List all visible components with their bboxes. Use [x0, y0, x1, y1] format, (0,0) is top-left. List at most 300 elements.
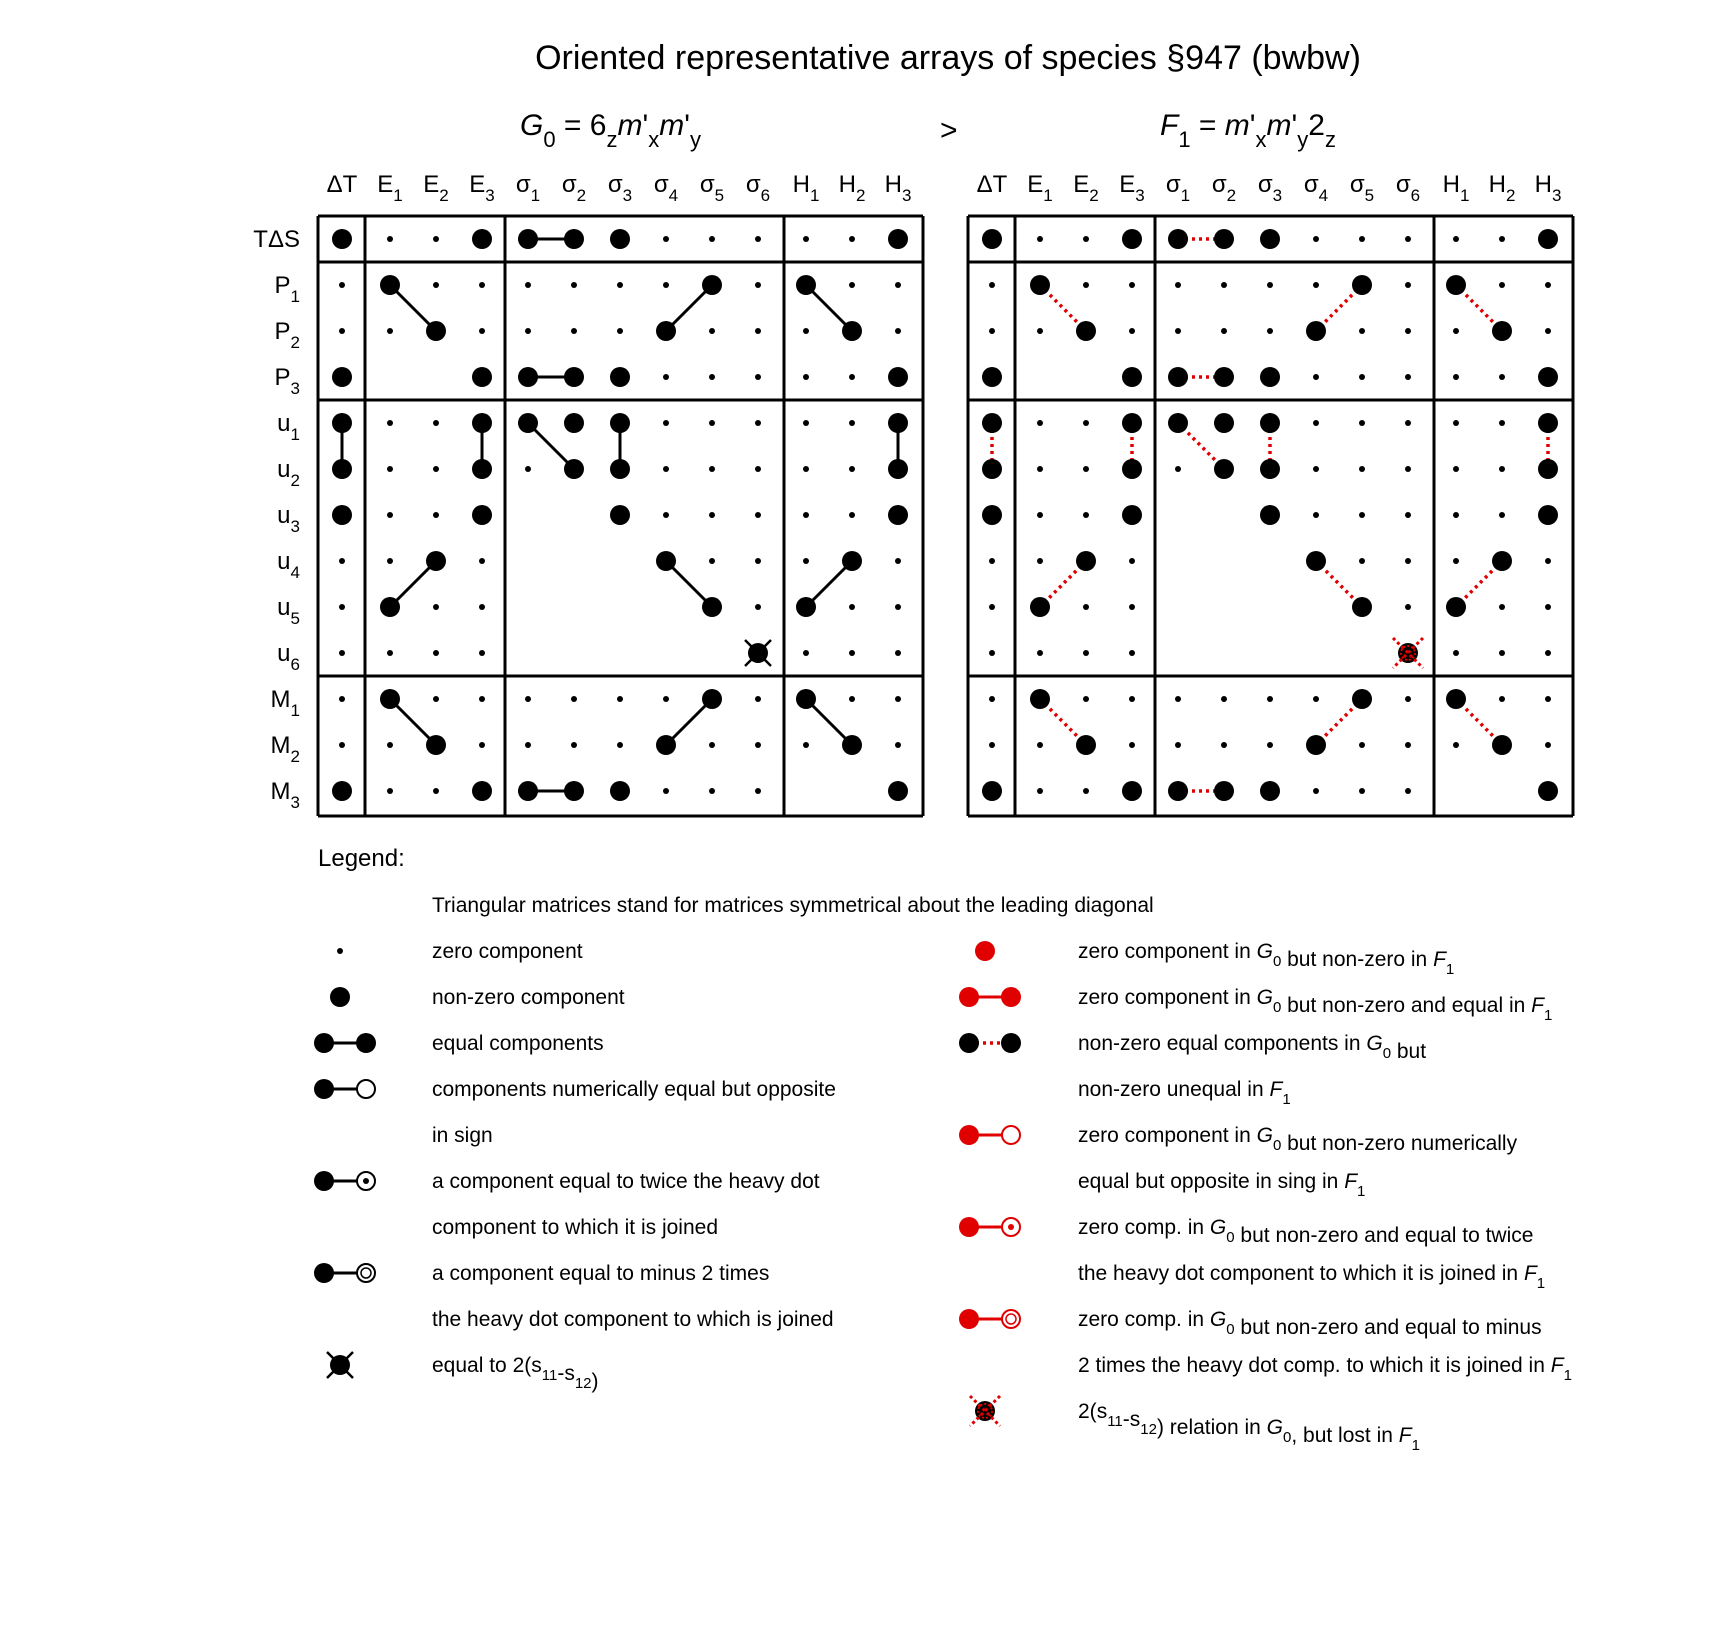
- zero-component: [1545, 650, 1551, 656]
- nonzero-component: [1352, 689, 1372, 709]
- zero-component: [755, 466, 761, 472]
- zero-component: [1037, 420, 1043, 426]
- zero-component: [1175, 466, 1181, 472]
- legend-item-red-cross: [970, 1396, 1420, 1454]
- row-header: $M_2$: [270, 732, 300, 766]
- nonzero-component: [1538, 781, 1558, 801]
- svg-text:a component equal to minus 2 t: a component equal to minus 2 times: [432, 1262, 770, 1285]
- nonzero-component: [1260, 367, 1280, 387]
- column-header: $\sigma_5$: [1349, 171, 1375, 205]
- legend-item-twice: [314, 1170, 820, 1239]
- legend-title: Legend:: [318, 845, 405, 872]
- nonzero-component: [702, 689, 722, 709]
- svg-text:zero component in G0 but non-z: zero component in $G_0$ but non-zero in $F_1$: [1078, 940, 1455, 978]
- zero-component: [433, 282, 439, 288]
- zero-component: [1453, 236, 1459, 242]
- zero-component: [1037, 788, 1043, 794]
- column-header: $H_1$: [792, 171, 820, 205]
- zero-component: [1499, 466, 1505, 472]
- zero-component: [387, 328, 393, 334]
- nonzero-component: [426, 321, 446, 341]
- zero-component: [387, 558, 393, 564]
- zero-component: [755, 512, 761, 518]
- legend-item-big-dot: [330, 986, 625, 1009]
- zero-component: [339, 696, 345, 702]
- svg-text:non-zero component: non-zero component: [432, 986, 625, 1009]
- zero-component: [989, 328, 995, 334]
- column-header: $H_1$: [1442, 171, 1470, 205]
- nonzero-component: [564, 459, 584, 479]
- zero-component: [433, 696, 439, 702]
- zero-component: [849, 236, 855, 242]
- svg-text:equal but opposite in sing in: equal but opposite in sing in $F_1$: [1078, 1170, 1366, 1200]
- nonzero-component: [888, 505, 908, 525]
- zero-component: [1405, 604, 1411, 610]
- zero-component: [663, 696, 669, 702]
- column-header: $\sigma_1$: [1165, 171, 1191, 205]
- row-header: $u_2$: [277, 456, 300, 490]
- nonzero-component: [1260, 505, 1280, 525]
- row-header: $M_1$: [270, 686, 300, 720]
- column-header: $E_2$: [1073, 171, 1099, 205]
- zero-component: [989, 558, 995, 564]
- zero-component: [1221, 328, 1227, 334]
- nonzero-component: [1030, 689, 1050, 709]
- nonzero-component: [888, 459, 908, 479]
- zero-component: [663, 420, 669, 426]
- svg-text:2 times the heavy dot comp. to: 2 times the heavy dot comp. to which it is joined in $F_1$: [1078, 1354, 1572, 1384]
- zero-component: [709, 558, 715, 564]
- zero-component: [755, 328, 761, 334]
- nonzero-component: [796, 275, 816, 295]
- zero-component: [339, 282, 345, 288]
- nonzero-component: [888, 781, 908, 801]
- zero-component: [755, 282, 761, 288]
- svg-text:zero comp. in G0 but non-zero: zero comp. in $G_0$ but non-zero and equal to twice: [1078, 1216, 1534, 1247]
- column-header: $\sigma_6$: [1395, 171, 1421, 205]
- zero-component: [1359, 512, 1365, 518]
- zero-component: [387, 236, 393, 242]
- zero-component: [525, 282, 531, 288]
- zero-component: [895, 328, 901, 334]
- nonzero-component: [1122, 413, 1142, 433]
- nonzero-component: [982, 367, 1002, 387]
- zero-component: [1175, 696, 1181, 702]
- svg-text:components numerically equal b: components numerically equal but opposite: [432, 1078, 836, 1101]
- svg-text:in sign: in sign: [432, 1124, 493, 1147]
- nonzero-component: [380, 275, 400, 295]
- nonzero-component: [610, 229, 630, 249]
- nonzero-component: [610, 459, 630, 479]
- zero-component: [1221, 696, 1227, 702]
- zero-component: [1221, 742, 1227, 748]
- column-header: $\sigma_4$: [653, 171, 679, 205]
- zero-component: [1083, 604, 1089, 610]
- nonzero-component: [982, 413, 1002, 433]
- nonzero-component: [1214, 367, 1234, 387]
- zero-component: [1267, 282, 1273, 288]
- zero-component: [479, 604, 485, 610]
- zero-component: [755, 420, 761, 426]
- zero-component: [571, 328, 577, 334]
- nonzero-component: [1492, 551, 1512, 571]
- nonzero-component: [332, 505, 352, 525]
- nonzero-component: [1306, 321, 1326, 341]
- nonzero-component: [1076, 551, 1096, 571]
- zero-component: [849, 466, 855, 472]
- nonzero-component: [1538, 505, 1558, 525]
- row-header: $u_1$: [277, 410, 300, 444]
- zero-component: [1359, 328, 1365, 334]
- nonzero-component: [518, 781, 538, 801]
- zero-component: [479, 328, 485, 334]
- zero-component: [617, 742, 623, 748]
- legend-item-red-equal: [959, 986, 1552, 1024]
- zero-component: [1175, 742, 1181, 748]
- nonzero-component: [472, 413, 492, 433]
- zero-component: [663, 236, 669, 242]
- svg-text:non-zero unequal in F1: non-zero unequal in $F_1$: [1078, 1078, 1291, 1108]
- nonzero-component: [982, 459, 1002, 479]
- zero-component: [387, 650, 393, 656]
- legend-item-minus2: [314, 1262, 834, 1331]
- nonzero-component: [472, 781, 492, 801]
- nonzero-component: [1492, 735, 1512, 755]
- zero-component: [803, 328, 809, 334]
- row-header: TΔS: [253, 226, 300, 253]
- nonzero-component: [332, 459, 352, 479]
- nonzero-component: [1168, 367, 1188, 387]
- nonzero-component: [1492, 321, 1512, 341]
- nonzero-component: [888, 413, 908, 433]
- zero-component: [989, 604, 995, 610]
- zero-component: [1129, 558, 1135, 564]
- svg-text:the heavy dot component to whi: the heavy dot component to which is joined: [432, 1308, 834, 1331]
- zero-component: [1359, 420, 1365, 426]
- column-header: ΔT: [976, 171, 1008, 198]
- nonzero-component: [888, 229, 908, 249]
- zero-component: [525, 742, 531, 748]
- nonzero-component: [564, 229, 584, 249]
- legend-item-red-dot: [975, 940, 1454, 978]
- nonzero-component: [1352, 597, 1372, 617]
- svg-text:equal to 2(s11-s12): equal to $2(s_{11}-s_{12})$: [432, 1354, 599, 1393]
- column-header: $\sigma_6$: [745, 171, 771, 205]
- nonzero-component: [426, 551, 446, 571]
- zero-component: [849, 420, 855, 426]
- zero-component: [1083, 512, 1089, 518]
- zero-component: [1129, 696, 1135, 702]
- zero-component: [803, 374, 809, 380]
- zero-component: [1499, 512, 1505, 518]
- zero-component: [433, 236, 439, 242]
- nonzero-component: [1168, 229, 1188, 249]
- zero-component: [755, 604, 761, 610]
- nonzero-component: [1538, 459, 1558, 479]
- nonzero-component: [656, 321, 676, 341]
- zero-component: [1359, 788, 1365, 794]
- svg-text:zero component in G0 but non-z: zero component in $G_0$ but non-zero and equal in $F_1$: [1078, 986, 1553, 1024]
- nonzero-component: [888, 367, 908, 387]
- zero-component: [433, 604, 439, 610]
- zero-component: [663, 374, 669, 380]
- nonzero-component: [472, 459, 492, 479]
- nonzero-component: [610, 505, 630, 525]
- legend-note: Triangular matrices stand for matrices symmetrical about the leading diagonal: [432, 894, 1154, 917]
- zero-component: [1129, 282, 1135, 288]
- zero-component: [895, 696, 901, 702]
- zero-component: [433, 420, 439, 426]
- nonzero-component: [1446, 275, 1466, 295]
- zero-component: [1405, 466, 1411, 472]
- zero-component: [387, 466, 393, 472]
- zero-component: [525, 696, 531, 702]
- nonzero-component: [610, 367, 630, 387]
- zero-component: [479, 696, 485, 702]
- zero-component: [617, 282, 623, 288]
- nonzero-component: [982, 229, 1002, 249]
- zero-component: [1453, 742, 1459, 748]
- nonzero-component: [656, 735, 676, 755]
- zero-component: [617, 696, 623, 702]
- zero-component: [755, 374, 761, 380]
- zero-component: [617, 328, 623, 334]
- nonzero-component: [1306, 735, 1326, 755]
- column-header: $\sigma_1$: [515, 171, 541, 205]
- column-header: $E_1$: [377, 171, 403, 205]
- zero-component: [989, 696, 995, 702]
- zero-component: [1267, 328, 1273, 334]
- nonzero-component: [472, 229, 492, 249]
- zero-component: [803, 650, 809, 656]
- zero-component: [433, 466, 439, 472]
- column-header: ΔT: [326, 171, 358, 198]
- zero-component: [1499, 374, 1505, 380]
- zero-component: [1453, 650, 1459, 656]
- zero-component: [1359, 374, 1365, 380]
- zero-component: [1129, 650, 1135, 656]
- zero-component: [895, 650, 901, 656]
- zero-component: [1499, 420, 1505, 426]
- legend-item-red-twice: [959, 1216, 1545, 1292]
- svg-text:a component equal to twice the: a component equal to twice the heavy dot: [432, 1170, 820, 1193]
- row-header: $P_2$: [274, 318, 300, 352]
- zero-component: [1405, 512, 1411, 518]
- zero-component: [433, 512, 439, 518]
- zero-component: [989, 742, 995, 748]
- zero-component: [1545, 282, 1551, 288]
- zero-component: [709, 236, 715, 242]
- nonzero-component: [518, 413, 538, 433]
- zero-component: [709, 742, 715, 748]
- nonzero-component: [518, 229, 538, 249]
- zero-component: [989, 650, 995, 656]
- column-header: $H_2$: [1488, 171, 1516, 205]
- nonzero-component: [1260, 781, 1280, 801]
- array-right: [968, 171, 1573, 816]
- zero-component: [709, 328, 715, 334]
- zero-component: [1545, 558, 1551, 564]
- zero-component: [1083, 466, 1089, 472]
- zero-component: [849, 374, 855, 380]
- zero-component: [1037, 742, 1043, 748]
- zero-component: [1313, 788, 1319, 794]
- zero-component: [1175, 282, 1181, 288]
- zero-component: [1405, 328, 1411, 334]
- zero-component: [803, 742, 809, 748]
- column-header: $\sigma_3$: [607, 171, 633, 205]
- column-header: $E_3$: [469, 171, 495, 205]
- svg-text:F1 = m'xm'y2z: $F_1 = m'_xm'_y2_z$: [1160, 109, 1336, 152]
- zero-component: [1545, 328, 1551, 334]
- column-header: $\sigma_2$: [1211, 171, 1237, 205]
- nonzero-component: [1168, 413, 1188, 433]
- zero-component: [571, 696, 577, 702]
- row-header: $u_5$: [277, 594, 300, 628]
- row-header: $u_4$: [277, 548, 300, 582]
- zero-component: [709, 466, 715, 472]
- zero-component: [479, 742, 485, 748]
- zero-component: [339, 650, 345, 656]
- column-header: $H_3$: [884, 171, 912, 205]
- nonzero-component: [1446, 689, 1466, 709]
- zero-component: [1083, 236, 1089, 242]
- nonzero-component: [842, 321, 862, 341]
- column-header: $\sigma_5$: [699, 171, 725, 205]
- nonzero-component: [656, 551, 676, 571]
- nonzero-component: [982, 781, 1002, 801]
- svg-text:zero comp. in G0 but non-zero: zero comp. in $G_0$ but non-zero and equal to minus: [1078, 1308, 1542, 1339]
- zero-component: [1175, 328, 1181, 334]
- column-header: $H_2$: [838, 171, 866, 205]
- legend-item-small-dot: [337, 940, 583, 963]
- zero-component: [709, 512, 715, 518]
- column-header: $\sigma_4$: [1303, 171, 1329, 205]
- nonzero-component: [1214, 413, 1234, 433]
- row-header: $P_3$: [274, 364, 300, 398]
- zero-component: [1129, 328, 1135, 334]
- nonzero-component: [472, 505, 492, 525]
- zero-component: [709, 374, 715, 380]
- zero-component: [1313, 374, 1319, 380]
- nonzero-component: [1306, 551, 1326, 571]
- nonzero-component: [842, 551, 862, 571]
- zero-component: [1359, 466, 1365, 472]
- zero-component: [1267, 742, 1273, 748]
- nonzero-component: [426, 735, 446, 755]
- zero-component: [1453, 328, 1459, 334]
- zero-component: [1313, 236, 1319, 242]
- column-header: $\sigma_2$: [561, 171, 587, 205]
- zero-component: [1129, 742, 1135, 748]
- nonzero-component: [1260, 229, 1280, 249]
- nonzero-component: [610, 413, 630, 433]
- nonzero-component: [702, 275, 722, 295]
- nonzero-component: [1214, 459, 1234, 479]
- zero-component: [1405, 282, 1411, 288]
- zero-component: [1129, 604, 1135, 610]
- zero-component: [571, 742, 577, 748]
- zero-component: [709, 788, 715, 794]
- zero-component: [803, 236, 809, 242]
- zero-component: [849, 650, 855, 656]
- zero-component: [1453, 420, 1459, 426]
- zero-component: [387, 512, 393, 518]
- zero-component: [1453, 512, 1459, 518]
- zero-component: [989, 282, 995, 288]
- nonzero-component: [1030, 597, 1050, 617]
- zero-component: [849, 604, 855, 610]
- zero-component: [663, 282, 669, 288]
- zero-component: [1313, 696, 1319, 702]
- zero-component: [803, 466, 809, 472]
- nonzero-component: [1446, 597, 1466, 617]
- nonzero-component: [564, 367, 584, 387]
- zero-component: [1405, 236, 1411, 242]
- svg-text:G0 = 6zm'xm'y: $G_0 = 6_zm'_xm'_y$: [520, 109, 701, 152]
- zero-component: [1037, 236, 1043, 242]
- group-label-right: [1160, 109, 1336, 152]
- nonzero-component: [1122, 229, 1142, 249]
- zero-component: [1405, 742, 1411, 748]
- nonzero-component: [1538, 367, 1558, 387]
- nonzero-component: [982, 505, 1002, 525]
- nonzero-component: [610, 781, 630, 801]
- zero-component: [755, 696, 761, 702]
- legend-item-cross: [327, 1352, 599, 1393]
- svg-text:2(s11-s12) relation in G0, but: $2(s_{11}-s_{12})$ relation in $G_0$, but lost in $F_1$: [1078, 1400, 1420, 1454]
- nonzero-component: [1122, 459, 1142, 479]
- zero-component: [387, 420, 393, 426]
- zero-component: [433, 788, 439, 794]
- zero-component: [1221, 282, 1227, 288]
- zero-component: [1405, 788, 1411, 794]
- zero-component: [709, 420, 715, 426]
- svg-text:component to which it is joine: component to which it is joined: [432, 1216, 718, 1239]
- nonzero-component: [1122, 781, 1142, 801]
- legend-item-dotted: [959, 1032, 1426, 1108]
- row-header: $M_3$: [270, 778, 300, 812]
- zero-component: [1545, 742, 1551, 748]
- nonzero-component: [380, 689, 400, 709]
- nonzero-component: [564, 413, 584, 433]
- zero-component: [1453, 374, 1459, 380]
- nonzero-component: [1168, 781, 1188, 801]
- nonzero-component: [472, 367, 492, 387]
- nonzero-component: [332, 781, 352, 801]
- zero-component: [1313, 466, 1319, 472]
- zero-component: [1405, 558, 1411, 564]
- zero-component: [1545, 604, 1551, 610]
- row-header: $P_1$: [274, 272, 300, 306]
- nonzero-component: [518, 367, 538, 387]
- nonzero-component: [1352, 275, 1372, 295]
- zero-component: [755, 236, 761, 242]
- nonzero-component: [1122, 505, 1142, 525]
- zero-component: [849, 512, 855, 518]
- zero-component: [1405, 696, 1411, 702]
- group-relation: >: [940, 114, 958, 147]
- zero-component: [339, 604, 345, 610]
- zero-component: [1037, 650, 1043, 656]
- zero-component: [433, 650, 439, 656]
- nonzero-component: [1076, 321, 1096, 341]
- zero-component: [895, 282, 901, 288]
- nonzero-component: [1538, 229, 1558, 249]
- zero-component: [387, 788, 393, 794]
- zero-component: [1037, 328, 1043, 334]
- nonzero-component: [1030, 275, 1050, 295]
